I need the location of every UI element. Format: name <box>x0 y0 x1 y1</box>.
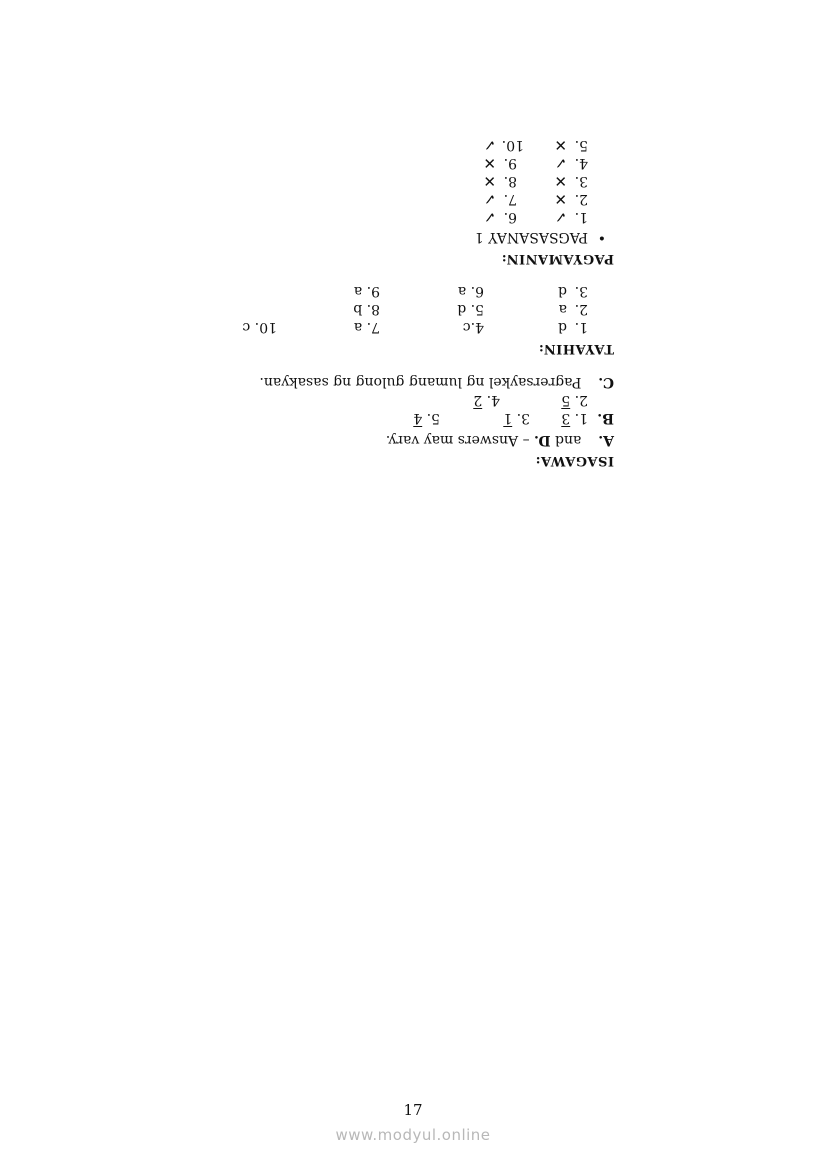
c-answer: Pagrersaykel ng lumang gulong ng sasakyan. <box>259 374 582 390</box>
label-d: D. <box>534 432 551 448</box>
pag-r2-n2: 7. <box>503 191 517 207</box>
tayahin-r3-c3: 6. a <box>457 283 484 299</box>
tayahin-heading: TAYAHIN: <box>538 341 614 356</box>
b-item-1: 1. 3 <box>561 410 588 426</box>
b-item-4: 4. 2 <box>473 392 500 408</box>
pagsasanay-bullet: • <box>597 229 606 245</box>
tayahin-r1-c3: 4.c <box>462 319 484 335</box>
pag-r5-n2: 10. <box>501 137 524 153</box>
cross-icon: ✕ <box>483 172 496 190</box>
cross-icon: ✕ <box>554 136 567 154</box>
check-icon: ✓ <box>483 190 496 208</box>
label-b: B. <box>597 410 614 426</box>
pagsasanay-title: PAGSASANAY 1 <box>474 229 588 245</box>
pagyamanin-heading: PAGYAMANIN: <box>501 251 614 266</box>
check-icon: ✓ <box>554 208 567 226</box>
pag-r4-n1: 4. <box>574 155 588 171</box>
answers-may-vary: – Answers may vary. <box>385 432 530 448</box>
check-icon: ✓ <box>483 136 496 154</box>
isagawa-item-c <box>259 374 614 390</box>
tayahin-r1-c4: 7. a <box>353 319 380 335</box>
page-number: 17 <box>403 1101 423 1119</box>
pag-r4-n2: 9. <box>503 155 517 171</box>
isagawa-item-a <box>386 432 614 448</box>
cross-icon: ✕ <box>554 172 567 190</box>
b-item-5: 5. 4 <box>413 410 440 426</box>
b-item-3: 3. 1 <box>503 410 530 426</box>
pag-r1-n2: 6. <box>503 209 517 225</box>
tayahin-r2-c3: 5. d <box>457 301 484 317</box>
tayahin-r3-c2: d <box>558 283 567 299</box>
label-a: A. <box>598 432 614 448</box>
tayahin-r1-c1: 1. <box>574 319 588 335</box>
cross-icon: ✕ <box>483 154 496 172</box>
b-item-2: 2. 5 <box>561 392 588 408</box>
label-and: and <box>555 432 582 448</box>
tayahin-r2-c1: 2. <box>574 301 588 317</box>
isagawa-item-b-row-1 <box>597 410 614 426</box>
tayahin-r2-c2: a <box>558 301 567 317</box>
label-c: C. <box>598 374 614 390</box>
tayahin-r3-c1: 3. <box>574 283 588 299</box>
pag-r3-n1: 3. <box>574 173 588 189</box>
pag-r1-n1: 1. <box>574 209 588 225</box>
isagawa-heading: ISAGAWA: <box>535 453 614 468</box>
pag-r3-n2: 8. <box>503 173 517 189</box>
tayahin-r2-c4: 8. b <box>353 301 380 317</box>
check-icon: ✓ <box>483 208 496 226</box>
check-icon: ✓ <box>554 154 567 172</box>
cross-icon: ✕ <box>554 190 567 208</box>
watermark: www.modyul.online <box>335 1126 491 1144</box>
pag-r5-n1: 5. <box>574 137 588 153</box>
pag-r2-n1: 2. <box>574 191 588 207</box>
tayahin-r3-c4: 9. a <box>353 283 380 299</box>
tayahin-r1-c5: 10. c <box>242 319 277 335</box>
tayahin-r1-c2: d <box>558 319 567 335</box>
